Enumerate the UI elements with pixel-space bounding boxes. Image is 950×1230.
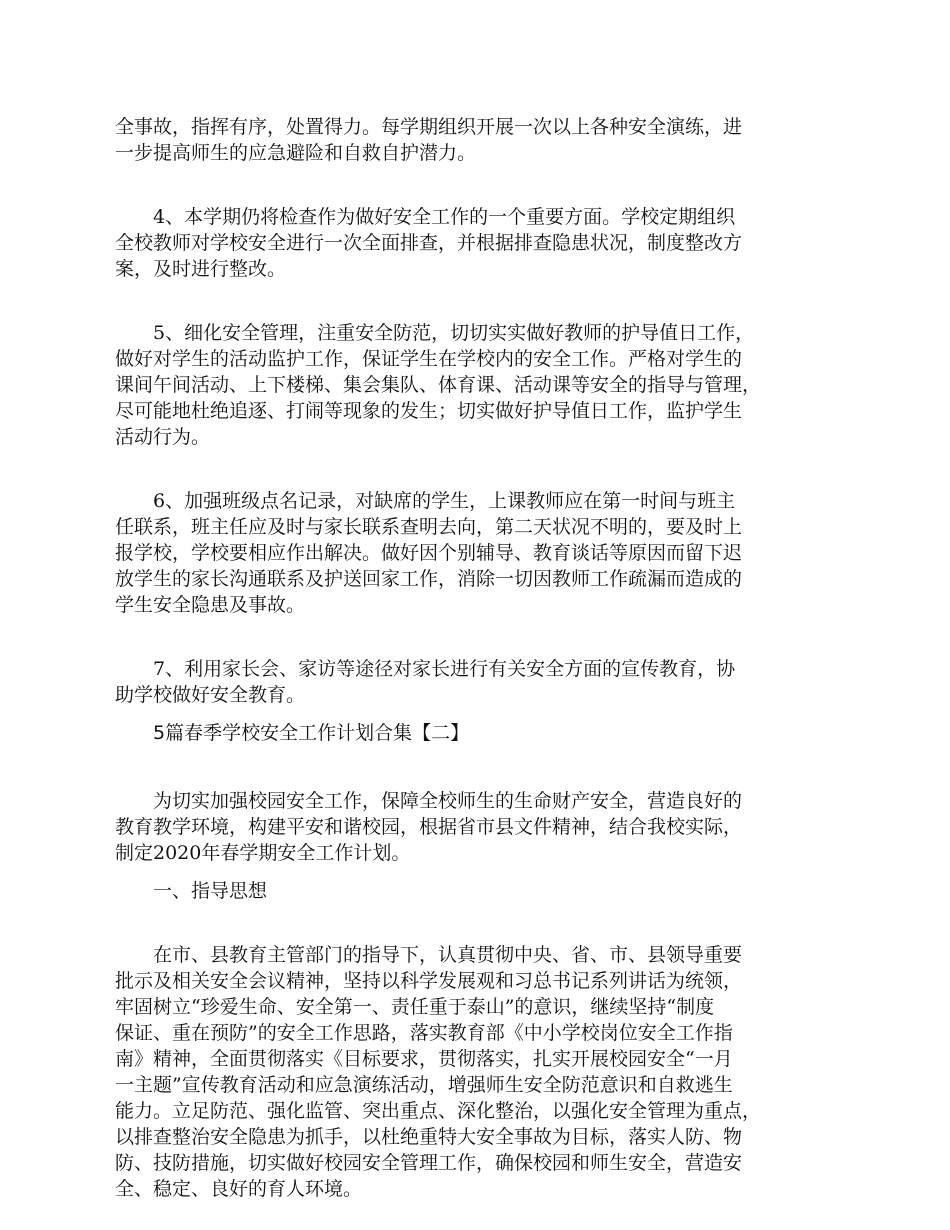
text-line: 报学校，学校要相应作出解决。做好因个别辅导、教育谈话等原因而留下迟 <box>115 542 743 564</box>
text-line: 制定2020年春学期安全工作计划。 <box>115 842 411 864</box>
text-line: 一步提高师生的应急避险和自救自护潜力。 <box>115 142 477 164</box>
heading-line: 一、指导思想 <box>115 880 268 902</box>
paragraph-guiding-thought <box>115 942 845 1202</box>
text-line: 助学校做好安全教育。 <box>115 684 306 706</box>
text-line: 牢固树立“珍爱生命、安全第一、责任重于泰山”的意识，继续坚持“制度 <box>115 996 715 1018</box>
text-line: 7、利用家长会、家访等途径对家长进行有关安全方面的宣传教育，协 <box>115 658 736 680</box>
text-line: 放学生的家长沟通联系及护送回家工作，消除一切因教师工作疏漏而造成的 <box>115 568 743 590</box>
text-line: 课间午间活动、上下楼梯、集会集队、体育课、活动课等安全的指导与管理， <box>115 374 762 396</box>
text-line: 做好对学生的活动监护工作，保证学生在学校内的安全工作。严格对学生的 <box>115 348 743 370</box>
text-line: 在市、县教育主管部门的指导下，认真贯彻中央、省、市、县领导重要 <box>115 944 743 966</box>
text-line: 活动行为。 <box>115 426 211 448</box>
text-line: 一主题”宣传教育活动和应急演练活动，增强师生安全防范意识和自救逃生 <box>115 1074 733 1096</box>
paragraph-safety-drills <box>115 114 845 166</box>
text-line: 全校教师对学校安全进行一次全面排查，并根据排查隐患状况，制度整改方 <box>115 232 743 254</box>
text-line: 全事故，指挥有序，处置得力。每学期组织开展一次以上各种安全演练，进 <box>115 116 743 138</box>
text-line: 以排查整治安全隐患为抓手，以杜绝重特大安全事故为目标，落实人防、物 <box>115 1126 743 1148</box>
text-line: 学生安全隐患及事故。 <box>115 594 306 616</box>
paragraph-item-5 <box>115 320 845 450</box>
paragraph-intro <box>115 788 845 866</box>
text-line: 尽可能地杜绝追逐、打闹等现象的发生；切实做好护导值日工作，监护学生 <box>115 400 743 422</box>
text-line: 5、细化安全管理，注重安全防范，切切实实做好教师的护导值日工作， <box>115 322 755 344</box>
text-line: 能力。立足防范、强化监管、突出重点、深化整治，以强化安全管理为重点， <box>115 1100 762 1122</box>
text-line: 任联系，班主任应及时与家长联系查明去向，第二天状况不明的，要及时上 <box>115 516 743 538</box>
subheading-guiding-thought <box>115 878 845 904</box>
paragraph-item-4 <box>115 204 845 282</box>
text-line: 6、加强班级点名记录，对缺席的学生，上课教师应在第一时间与班主 <box>115 490 736 512</box>
text-line: 保证、重在预防”的安全工作思路，落实教育部《中小学校岗位安全工作指 <box>115 1022 733 1044</box>
text-line: 批示及相关安全会议精神，坚持以科学发展观和习总书记系列讲话为统领， <box>115 970 743 992</box>
text-line: 防、技防措施，切实做好校园安全管理工作，确保校园和师生安全，营造安 <box>115 1152 743 1174</box>
text-line: 南》精神，全面贯彻落实《目标要求，贯彻落实，扎实开展校园安全“一月 <box>115 1048 733 1070</box>
heading-line: 5篇春季学校安全工作计划合集【二】 <box>115 722 470 744</box>
section-heading <box>115 720 845 746</box>
paragraph-item-6 <box>115 488 845 618</box>
text-line: 为切实加强校园安全工作，保障全校师生的生命财产安全，营造良好的 <box>115 790 743 812</box>
text-line: 4、本学期仍将检查作为做好安全工作的一个重要方面。学校定期组织 <box>115 206 736 228</box>
text-line: 全、稳定、良好的育人环境。 <box>115 1178 363 1200</box>
text-line: 案，及时进行整改。 <box>115 258 287 280</box>
paragraph-item-7 <box>115 656 845 708</box>
text-line: 教育教学环境，构建平安和谐校园，根据省市县文件精神，结合我校实际， <box>115 816 743 838</box>
